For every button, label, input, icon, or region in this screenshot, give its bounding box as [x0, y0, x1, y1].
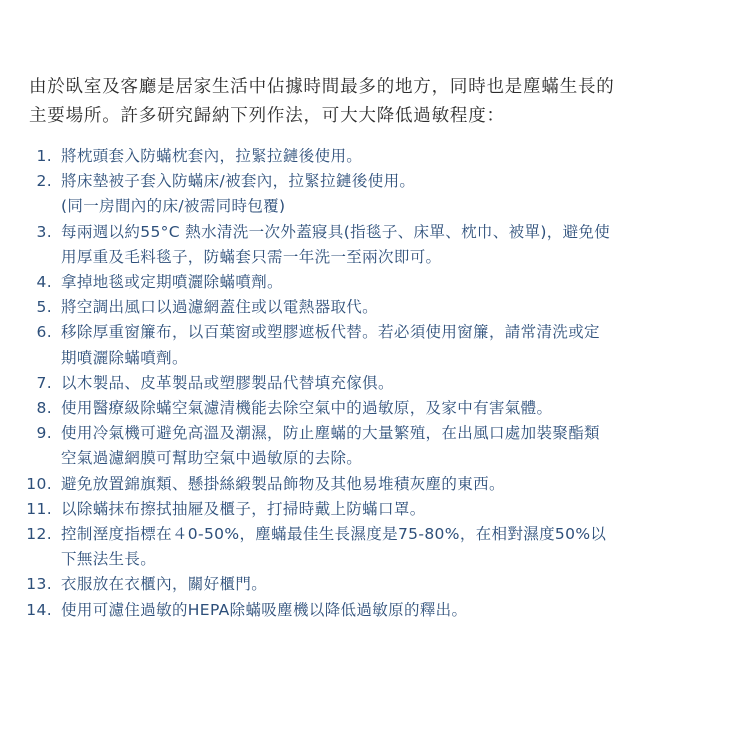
item-text: 以除蟎抹布擦拭抽屜及櫃子，打掃時戴上防蟎口罩。	[61, 499, 426, 518]
list-item	[18, 598, 708, 623]
intro-line: 主要場所。許多研究歸納下列作法，可大大降低過敏程度：	[29, 106, 505, 126]
item-text: 避免放置錦旗類、懸掛絲緞製品飾物及其他易堆積灰塵的東西。	[61, 474, 505, 493]
item-text: 使用可濾住過敏的HEPA除蟎吸塵機以降低過敏原的釋出。	[61, 600, 468, 619]
intro-line: 由於臥室及客廳是居家生活中佔據時間最多的地方，同時也是塵蟎生長的	[29, 77, 615, 97]
item-text: 使用醫療級除蟎空氣濾清機能去除空氣中的過敏原，及家中有害氣體。	[61, 399, 553, 418]
list-item	[18, 421, 708, 471]
item-number: 9.	[36, 424, 52, 443]
item-number: 2.	[36, 172, 52, 191]
item-text: 將枕頭套入防蟎枕套內，拉緊拉鏈後使用。	[61, 147, 363, 165]
intro-paragraph	[29, 73, 709, 131]
item-number: 10.	[26, 474, 52, 493]
item-text: 每兩週以約55°C 熱水清洗一次外蓋寢具(指毯子、床單、枕巾、被單)，避免使	[61, 222, 611, 241]
list-item	[18, 396, 708, 421]
item-text: 將空調出風口以過濾網蓋住或以電熱器取代。	[61, 298, 379, 317]
item-number: 13.	[26, 575, 52, 594]
item-text: 衣服放在衣櫃內，關好櫃門。	[61, 575, 268, 594]
tips-list	[18, 144, 708, 623]
item-number: 3.	[36, 222, 52, 241]
item-text: 下無法生長。	[61, 550, 157, 569]
item-text: 使用冷氣機可避免高溫及潮濕，防止塵蟎的大量繁殖，在出風口處加裝聚酯類	[61, 424, 600, 443]
list-item	[18, 572, 708, 597]
item-text: (同一房間內的床/被需同時包覆)	[61, 197, 286, 216]
list-item	[18, 169, 708, 219]
list-item	[18, 320, 708, 370]
item-number: 14.	[26, 600, 52, 619]
list-item	[18, 497, 708, 522]
item-number: 6.	[36, 323, 52, 342]
item-text: 以木製品、皮革製品或塑膠製品代替填充傢俱。	[61, 373, 394, 392]
item-number: 4.	[36, 273, 52, 292]
list-item	[18, 522, 708, 572]
list-item	[18, 472, 708, 497]
list-item	[18, 144, 708, 169]
item-text: 期噴灑除蟎噴劑。	[61, 348, 188, 367]
item-text: 移除厚重窗簾布，以百葉窗或塑膠遮板代替。若必須使用窗簾，請常清洗或定	[61, 323, 600, 342]
item-text: 空氣過濾網膜可幫助空氣中過敏原的去除。	[61, 449, 363, 468]
list-item	[18, 270, 708, 295]
item-number: 12.	[26, 525, 52, 544]
list-item	[18, 371, 708, 396]
item-number: 5.	[36, 298, 52, 317]
item-number: 11.	[26, 499, 52, 518]
item-text: 拿掉地毯或定期噴灑除蟎噴劑。	[61, 273, 283, 292]
list-item	[18, 220, 708, 270]
item-text: 將床墊被子套入防蟎床/被套內，拉緊拉鏈後使用。	[61, 172, 416, 191]
item-number: 1.	[36, 147, 52, 165]
item-number: 7.	[36, 373, 52, 392]
item-number: 8.	[36, 399, 52, 418]
list-item	[18, 295, 708, 320]
item-text: 控制溼度指標在４0-50%，塵蟎最佳生長濕度是75-80%，在相對濕度50%以	[61, 525, 607, 544]
item-text: 用厚重及毛料毯子，防蟎套只需一年洗一至兩次即可。	[61, 247, 442, 266]
